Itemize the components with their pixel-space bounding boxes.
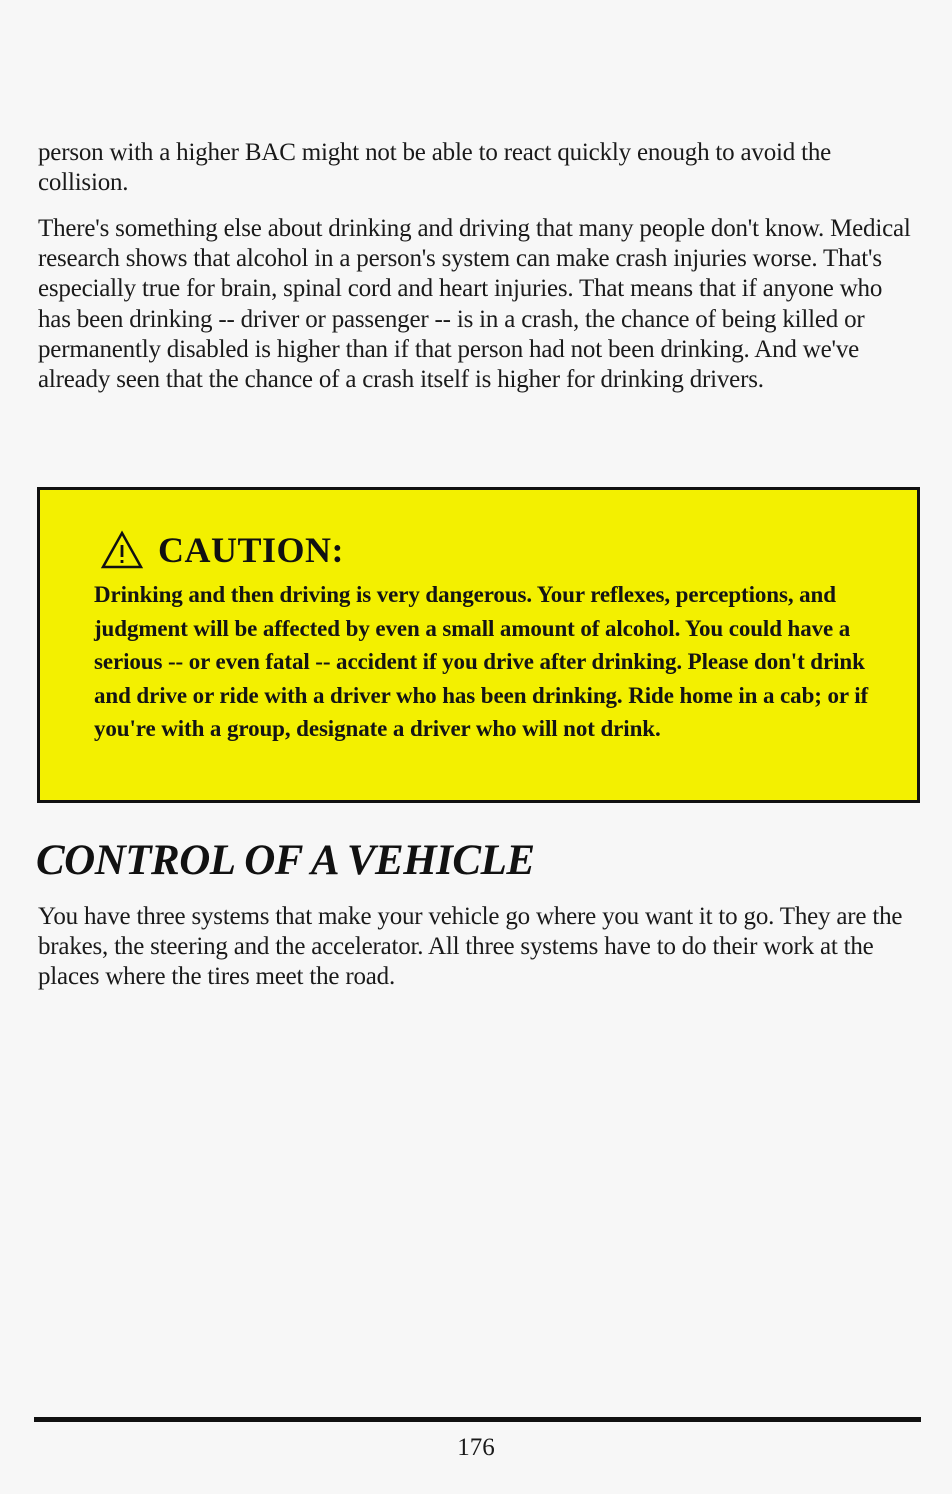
caution-box <box>37 487 920 803</box>
body-paragraph-continued: person with a higher BAC might not be able to react quickly enough to avoid the collision. <box>38 139 832 197</box>
caution-text: Drinking and then driving is very dangerous. Your reflexes, perceptions, and judgment will be affected by even a small amount of alcohol. You could have a serious -- or even fatal -- accident if you drive after drinking. Please don't drink and drive or ride with a driver who has been drinking. Ride home in a cab; or if you're with a group, designate a driver who will not drink. <box>94 582 869 741</box>
warning-triangle-icon <box>100 530 144 570</box>
footer-divider <box>34 1417 921 1422</box>
caution-title: CAUTION: <box>158 530 345 570</box>
page-number: 176 <box>457 1434 495 1461</box>
section-heading: CONTROL OF A VEHICLE <box>36 837 535 884</box>
section-paragraph: You have three systems that make your vehicle go where you want it to go. They are the brakes, the steering and the accelerator. All three systems have to do their work at the places where the tires meet the road. <box>38 903 903 991</box>
body-paragraph-drinking: There's something else about drinking and driving that many people don't know. Medical research shows that alcohol in a person's system can make crash injuries worse. That's especially true for brain, spinal cord and heart injuries. That means that if anyone who has been drinking -- driver or passenger -- is in a crash, the chance of being killed or permanently disabled is higher than if that person had not been drinking. And we've already seen that the chance of a crash itself is higher for drinking drivers. <box>38 215 911 394</box>
caution-header <box>100 530 344 570</box>
